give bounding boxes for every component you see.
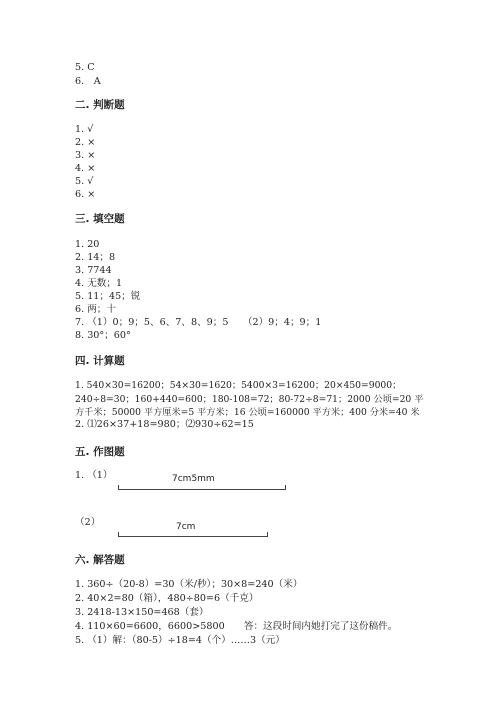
- judge-answer-4: 4. ×: [75, 163, 96, 174]
- judge-answer-3: 3. ×: [75, 150, 96, 161]
- line-segment-1: [118, 485, 286, 490]
- line-segment-2: [118, 532, 268, 537]
- judge-answer-6: 6. ×: [75, 189, 96, 200]
- segment-length-label-1: 7cm5mm: [172, 474, 215, 484]
- solution-answer-3: 3. 2418-13×150=468（套）: [75, 607, 209, 618]
- segment-length-label-2: 7cm: [176, 522, 196, 532]
- draw-label-1: 1. （1）: [75, 470, 113, 481]
- section-heading-fill: 三. 填空题: [75, 213, 125, 225]
- judge-answer-1: 1. √: [75, 124, 94, 135]
- solution-answer-2: 2. 40×2=80（箱），480÷80=6（千克）: [75, 593, 259, 604]
- solution-answer-4: 4. 110×60=6600，6600>5800 答：这段时间内她打完了这份稿件。: [75, 621, 398, 632]
- fill-answer-2: 2. 14；8: [75, 252, 116, 263]
- section-heading-draw: 五. 作图题: [75, 446, 125, 458]
- judge-answer-2: 2. ×: [75, 137, 96, 148]
- fill-answer-1: 1. 20: [75, 239, 100, 250]
- section-heading-calc: 四. 计算题: [75, 355, 125, 367]
- choice-answer-6: 6. A: [75, 76, 101, 87]
- solution-answer-1: 1. 360÷（20-8）=30（米/秒）；30×8=240（米）: [75, 579, 303, 590]
- section-heading-answer: 六. 解答题: [75, 554, 125, 566]
- calc-answer-2: 2. ⑴26×37+18=980；⑵930÷62=15: [75, 419, 254, 430]
- fill-answer-6: 6. 两；十: [75, 304, 116, 315]
- choice-answer-5: 5. C: [75, 62, 95, 73]
- fill-answer-4: 4. 无数；1: [75, 278, 123, 289]
- fill-answer-3: 3. 7744: [75, 265, 112, 276]
- solution-answer-5: 5. （1）解：（80-5）÷18=4（个）……3（元）: [75, 635, 285, 646]
- fill-answer-5: 5. 11；45；锐: [75, 291, 141, 302]
- fill-answer-7: 7. （1）0；9；5、6、7、8、9；5 （2）9；4；9；1: [75, 317, 322, 328]
- judge-answer-5: 5. √: [75, 176, 94, 187]
- draw-label-2: （2）: [75, 517, 101, 528]
- section-heading-judge: 二. 判断题: [75, 99, 125, 111]
- calc-answer-1: 1. 540×30=16200；54×30=1620；5400×3=16200；20×450=9000；240÷8=30；160+440=600；180-108=72；80-72÷8=71；2000 公顷=20 平方千米；50000 平方厘米=5 平方米；16 公顷=160000 平方米；400 分米=40 米: [75, 380, 424, 418]
- fill-answer-8: 8. 30°；60°: [75, 330, 131, 341]
